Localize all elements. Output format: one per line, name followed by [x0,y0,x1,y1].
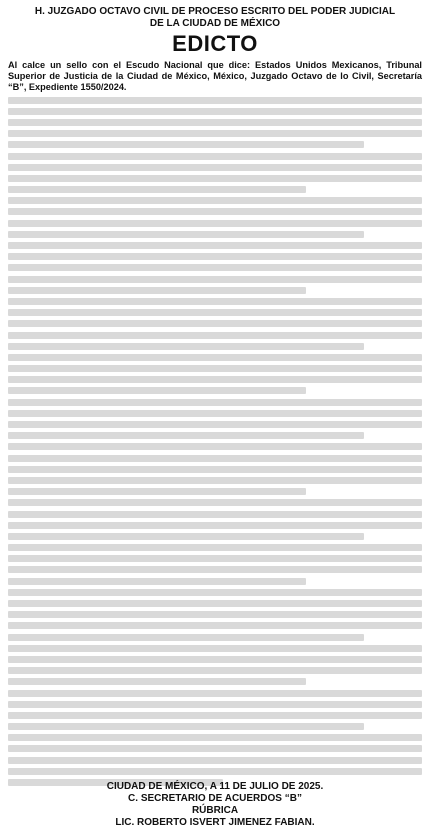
body-line [8,723,364,730]
body-line [8,242,422,249]
body-line [8,712,422,719]
body-line [8,399,422,406]
body-line [8,287,306,294]
body-line [8,164,422,171]
body-line [8,186,306,193]
body-line [8,757,422,764]
body-line [8,97,422,104]
body-line [8,634,364,641]
body-line [8,153,422,160]
body-line [8,332,422,339]
body-line [8,511,422,518]
footer-date: CIUDAD DE MÉXICO, A 11 DE JULIO DE 2025. [106,781,324,792]
body-line [8,622,422,629]
body-line [8,734,422,741]
court-header [8,6,422,30]
body-line [8,421,422,428]
body-line [8,555,422,562]
body-line [8,376,422,383]
body-line [8,354,422,361]
body-line [8,667,422,674]
body-line [8,768,422,775]
body-line [8,410,422,417]
body-line [8,220,422,227]
body-line [8,499,422,506]
body-line [8,611,422,618]
body-line [8,645,422,652]
footer-signer-name: LIC. ROBERTO ISVERT JIMENEZ FABIAN. [115,817,315,828]
body-line [8,343,364,350]
body-line [8,264,422,271]
body-line [8,656,422,663]
body-line [8,533,364,540]
body-line [8,455,422,462]
body-line [8,231,364,238]
body-line [8,678,306,685]
body-line [8,365,422,372]
body-line [8,701,422,708]
body-line [8,600,422,607]
body-line [8,276,422,283]
body-line [8,522,422,529]
body-line [8,544,422,551]
body-line [8,320,422,327]
document-title: EDICTO [172,31,258,56]
body-text-placeholder [8,97,422,786]
body-line [8,477,422,484]
body-line [8,566,422,573]
body-line [8,589,422,596]
body-line [8,488,306,495]
body-line [8,578,306,585]
body-line [8,141,364,148]
body-line [8,108,422,115]
court-header-line-2: DE LA CIUDAD DE MÉXICO [149,18,281,29]
body-line [8,298,422,305]
body-line [8,253,422,260]
body-line [8,745,422,752]
body-line [8,466,422,473]
body-line [8,690,422,697]
court-header-line-1: H. JUZGADO OCTAVO CIVIL DE PROCESO ESCRITO DEL PODER JUDICIAL [34,6,396,17]
body-line [8,208,422,215]
body-line [8,175,422,182]
footer-signature-label: RÚBRICA [191,805,239,816]
footer-secretary-title: C. SECRETARIO DE ACUERDOS “B” [128,793,302,804]
body-line [8,443,422,450]
body-line [8,387,306,394]
body-line [8,309,422,316]
body-line [8,130,422,137]
signature-block [8,781,422,829]
body-line [8,119,422,126]
body-line [8,432,364,439]
lead-paragraph: Al calce un sello con el Escudo Nacional que dice: Estados Unidos Mexicanos, Tribunal Superior de Justicia de la Ciudad de México, México, Juzgado Octavo de lo Civil, Secretaría “B”, Expediente 1550/2024. [8,60,422,93]
body-line [8,197,422,204]
